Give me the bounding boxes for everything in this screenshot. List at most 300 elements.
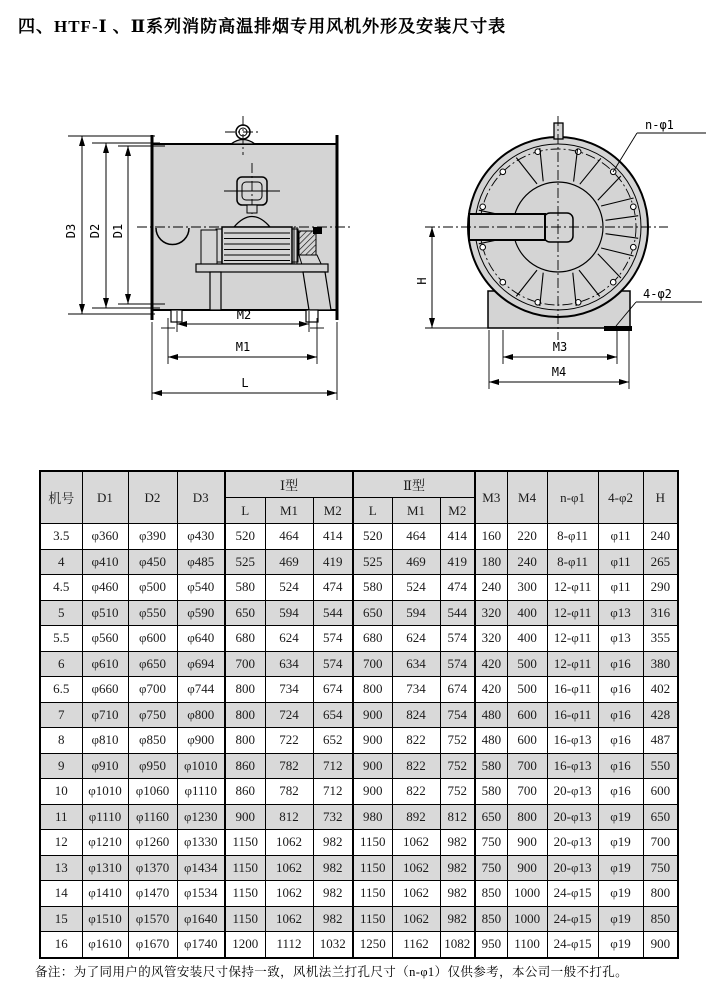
table-cell: φ1534 <box>177 881 225 907</box>
table-cell: 752 <box>440 753 475 779</box>
col-header-m3: M3 <box>475 471 507 524</box>
table-row <box>40 626 678 652</box>
table-cell: 420 <box>475 651 507 677</box>
table-cell: 850 <box>643 906 678 932</box>
table-cell: φ11 <box>598 549 643 575</box>
table-row <box>40 651 678 677</box>
table-cell: 580 <box>475 753 507 779</box>
table-cell: 402 <box>643 677 678 703</box>
table-cell: 700 <box>643 830 678 856</box>
table-cell: φ16 <box>598 677 643 703</box>
table-cell: 24-φ15 <box>547 932 598 958</box>
table-cell: φ560 <box>82 626 128 652</box>
table-cell: 812 <box>440 804 475 830</box>
table-cell: 860 <box>225 753 265 779</box>
table-cell: φ950 <box>128 753 177 779</box>
table-cell: 712 <box>313 753 353 779</box>
table-cell: 580 <box>475 779 507 805</box>
table-cell: φ1570 <box>128 906 177 932</box>
table-cell: 574 <box>313 626 353 652</box>
table-cell: 420 <box>475 677 507 703</box>
table-cell: φ1330 <box>177 830 225 856</box>
svg-text:D3: D3 <box>64 223 78 239</box>
table-cell: 752 <box>440 728 475 754</box>
table-cell: 624 <box>392 626 440 652</box>
table-cell: φ1610 <box>82 932 128 958</box>
table-cell: 982 <box>440 855 475 881</box>
table-cell: 782 <box>265 753 313 779</box>
table-cell: 4.5 <box>40 575 82 601</box>
table-cell: 982 <box>313 855 353 881</box>
table-cell: 380 <box>643 651 678 677</box>
table-row <box>40 677 678 703</box>
table-cell: 782 <box>265 779 313 805</box>
table-cell: 316 <box>643 600 678 626</box>
table-cell: 674 <box>440 677 475 703</box>
table-cell: 10 <box>40 779 82 805</box>
table-cell: 822 <box>392 728 440 754</box>
table-cell: 600 <box>643 779 678 805</box>
table-cell: 12-φ11 <box>547 626 598 652</box>
table-cell: 732 <box>313 804 353 830</box>
table-cell: 1032 <box>313 932 353 958</box>
table-cell: 12-φ11 <box>547 651 598 677</box>
table-cell: 900 <box>353 779 392 805</box>
table-cell: φ910 <box>82 753 128 779</box>
table-cell: φ800 <box>177 702 225 728</box>
table-cell: φ19 <box>598 855 643 881</box>
col-header-type2-l: L <box>353 498 392 524</box>
table-cell: 525 <box>353 549 392 575</box>
table-cell: 320 <box>475 600 507 626</box>
table-cell: 544 <box>440 600 475 626</box>
left-foot <box>171 310 182 322</box>
table-cell: φ1370 <box>128 855 177 881</box>
dim-h <box>415 227 432 328</box>
table-cell: 624 <box>265 626 313 652</box>
table-cell: 600 <box>507 728 547 754</box>
table-cell: 240 <box>507 549 547 575</box>
table-cell: 414 <box>313 524 353 550</box>
svg-text:M1: M1 <box>235 340 251 354</box>
table-cell: 900 <box>225 804 265 830</box>
table-cell: 500 <box>507 651 547 677</box>
table-cell: 950 <box>475 932 507 958</box>
table-cell: 1062 <box>392 855 440 881</box>
table-cell: 634 <box>392 651 440 677</box>
table-cell: 464 <box>265 524 313 550</box>
table-cell: 24-φ15 <box>547 906 598 932</box>
table-cell: φ16 <box>598 753 643 779</box>
table-cell: 750 <box>475 855 507 881</box>
callout-n-phi1 <box>613 118 706 172</box>
svg-text:M3: M3 <box>552 340 568 354</box>
table-cell: φ13 <box>598 626 643 652</box>
table-cell: 474 <box>440 575 475 601</box>
table-cell: 240 <box>643 524 678 550</box>
col-header-type2-m2: M2 <box>440 498 475 524</box>
motor <box>216 227 298 264</box>
table-cell: 400 <box>507 626 547 652</box>
table-cell: 734 <box>265 677 313 703</box>
table-cell: 580 <box>353 575 392 601</box>
table-cell: φ1010 <box>177 753 225 779</box>
table-cell: 15 <box>40 906 82 932</box>
table-cell: 16 <box>40 932 82 958</box>
table-cell: 580 <box>225 575 265 601</box>
table-cell: 724 <box>265 702 313 728</box>
table-cell: 1150 <box>225 881 265 907</box>
table-cell: φ610 <box>82 651 128 677</box>
table-cell: 982 <box>313 881 353 907</box>
table-cell: φ1110 <box>177 779 225 805</box>
table-row <box>40 549 678 575</box>
table-cell: 1250 <box>353 932 392 958</box>
table-cell: 800 <box>353 677 392 703</box>
table-cell: φ19 <box>598 804 643 830</box>
table-cell: 700 <box>507 779 547 805</box>
table-cell: 900 <box>353 728 392 754</box>
table-row <box>40 830 678 856</box>
svg-text:L: L <box>241 376 249 390</box>
table-cell: φ1510 <box>82 906 128 932</box>
table-cell: 982 <box>313 830 353 856</box>
col-header-d2: D2 <box>128 471 177 524</box>
table-cell: 650 <box>353 600 392 626</box>
table-cell: 6.5 <box>40 677 82 703</box>
table-row <box>40 753 678 779</box>
table-cell: φ1260 <box>128 830 177 856</box>
table-cell: 900 <box>507 855 547 881</box>
table-cell: 265 <box>643 549 678 575</box>
table-cell: 20-φ13 <box>547 830 598 856</box>
col-header-d1: D1 <box>82 471 128 524</box>
table-cell: φ1110 <box>82 804 128 830</box>
table-row <box>40 932 678 958</box>
table-cell: 650 <box>475 804 507 830</box>
table-cell: φ600 <box>128 626 177 652</box>
table-cell: 982 <box>440 881 475 907</box>
table-cell: φ13 <box>598 600 643 626</box>
table-cell: 1200 <box>225 932 265 958</box>
table-cell: φ360 <box>82 524 128 550</box>
table-cell: 3.5 <box>40 524 82 550</box>
table-cell: 634 <box>265 651 313 677</box>
dim-l <box>152 322 337 400</box>
table-cell: φ19 <box>598 932 643 958</box>
table-cell: 900 <box>643 932 678 958</box>
table-row <box>40 804 678 830</box>
table-cell: φ1410 <box>82 881 128 907</box>
table-cell: φ1740 <box>177 932 225 958</box>
table-cell: 520 <box>225 524 265 550</box>
table-cell: 525 <box>225 549 265 575</box>
table-cell: φ550 <box>128 600 177 626</box>
table-cell: 1150 <box>225 906 265 932</box>
table-cell: 594 <box>392 600 440 626</box>
table-cell: 550 <box>643 753 678 779</box>
table-cell: φ1230 <box>177 804 225 830</box>
table-cell: 220 <box>507 524 547 550</box>
svg-text:n-φ1: n-φ1 <box>645 118 674 132</box>
table-cell: 982 <box>440 906 475 932</box>
table-cell: φ16 <box>598 779 643 805</box>
table-cell: 754 <box>440 702 475 728</box>
table-cell: φ1310 <box>82 855 128 881</box>
table-cell: 480 <box>475 702 507 728</box>
svg-text:M2: M2 <box>236 308 252 322</box>
table-cell: 722 <box>265 728 313 754</box>
svg-text:4-φ2: 4-φ2 <box>643 287 672 301</box>
table-cell: 1062 <box>392 830 440 856</box>
left-bracket <box>201 230 217 268</box>
table-cell: 1000 <box>507 906 547 932</box>
dim-m3 <box>503 330 617 364</box>
table-cell: 20-φ13 <box>547 779 598 805</box>
table-cell: 1062 <box>265 881 313 907</box>
table-cell: φ850 <box>128 728 177 754</box>
dim-d3 <box>64 136 155 314</box>
table-cell: 900 <box>353 753 392 779</box>
col-header-type1-l: L <box>225 498 265 524</box>
col-header-type2-m1: M1 <box>392 498 440 524</box>
table-cell: 734 <box>392 677 440 703</box>
table-cell: 414 <box>440 524 475 550</box>
table-cell: φ16 <box>598 651 643 677</box>
table-cell: φ19 <box>598 881 643 907</box>
table-cell: 500 <box>507 677 547 703</box>
table-cell: 750 <box>643 855 678 881</box>
col-header-machine-no: 机号 <box>40 471 82 524</box>
table-cell: 1062 <box>265 906 313 932</box>
table-cell: 8-φ11 <box>547 524 598 550</box>
table-cell: 20-φ13 <box>547 804 598 830</box>
table-cell: 750 <box>475 830 507 856</box>
table-cell: φ640 <box>177 626 225 652</box>
table-cell: φ1434 <box>177 855 225 881</box>
table-cell: 800 <box>225 728 265 754</box>
table-cell: φ1470 <box>128 881 177 907</box>
table-cell: 487 <box>643 728 678 754</box>
table-cell: φ1010 <box>82 779 128 805</box>
table-cell: 680 <box>225 626 265 652</box>
table-cell: 544 <box>313 600 353 626</box>
table-cell: 752 <box>440 779 475 805</box>
table-cell: φ485 <box>177 549 225 575</box>
table-cell: 982 <box>313 906 353 932</box>
table-cell: 524 <box>265 575 313 601</box>
dim-m4 <box>489 330 629 389</box>
table-cell: φ744 <box>177 677 225 703</box>
table-cell: 574 <box>313 651 353 677</box>
table-cell: 16-φ11 <box>547 677 598 703</box>
table-cell: 13 <box>40 855 82 881</box>
table-cell: 822 <box>392 779 440 805</box>
table-cell: φ590 <box>177 600 225 626</box>
table-cell: 6 <box>40 651 82 677</box>
table-cell: 320 <box>475 626 507 652</box>
dimension-table <box>39 470 679 959</box>
table-row <box>40 728 678 754</box>
table-cell: 180 <box>475 549 507 575</box>
table-cell: 594 <box>265 600 313 626</box>
table-cell: 1062 <box>392 906 440 932</box>
table-cell: 650 <box>225 600 265 626</box>
col-header-n-phi1: n-φ1 <box>547 471 598 524</box>
table-cell: 300 <box>507 575 547 601</box>
table-cell: 1150 <box>353 881 392 907</box>
table-cell: 8 <box>40 728 82 754</box>
table-cell: 980 <box>353 804 392 830</box>
table-cell: 469 <box>265 549 313 575</box>
table-cell: 712 <box>313 779 353 805</box>
table-cell: 20-φ13 <box>547 855 598 881</box>
table-cell: φ750 <box>128 702 177 728</box>
top-tab <box>554 123 563 139</box>
table-cell: 9 <box>40 753 82 779</box>
fan-dimension-drawings <box>0 0 718 450</box>
table-cell: 520 <box>353 524 392 550</box>
table-cell: φ410 <box>82 549 128 575</box>
table-cell: φ460 <box>82 575 128 601</box>
table-cell: 1000 <box>507 881 547 907</box>
table-cell: 5.5 <box>40 626 82 652</box>
table-cell: φ11 <box>598 575 643 601</box>
table-cell: 8-φ11 <box>547 549 598 575</box>
col-header-4-phi2: 4-φ2 <box>598 471 643 524</box>
table-row <box>40 855 678 881</box>
table-cell: φ500 <box>128 575 177 601</box>
table-cell: φ660 <box>82 677 128 703</box>
table-cell: 469 <box>392 549 440 575</box>
table-cell: 1112 <box>265 932 313 958</box>
table-cell: 700 <box>225 651 265 677</box>
table-cell: 574 <box>440 626 475 652</box>
table-cell: φ1210 <box>82 830 128 856</box>
col-header-h: H <box>643 471 678 524</box>
table-cell: φ650 <box>128 651 177 677</box>
svg-text:D1: D1 <box>111 223 125 239</box>
right-foot <box>306 310 318 322</box>
table-cell: 464 <box>392 524 440 550</box>
table-cell: 1150 <box>353 906 392 932</box>
table-cell: 524 <box>392 575 440 601</box>
svg-text:M4: M4 <box>551 365 567 379</box>
table-cell: φ450 <box>128 549 177 575</box>
table-cell: 1062 <box>265 830 313 856</box>
table-cell: 160 <box>475 524 507 550</box>
table-cell: 850 <box>475 881 507 907</box>
table-cell: 800 <box>507 804 547 830</box>
table-cell: 652 <box>313 728 353 754</box>
col-header-type1-m1: M1 <box>265 498 313 524</box>
table-cell: 12-φ11 <box>547 575 598 601</box>
table-header <box>40 471 678 524</box>
table-cell: φ900 <box>177 728 225 754</box>
table-cell: 1082 <box>440 932 475 958</box>
table-cell: 240 <box>475 575 507 601</box>
table-cell: 474 <box>313 575 353 601</box>
table-cell: 4 <box>40 549 82 575</box>
table-cell: φ1670 <box>128 932 177 958</box>
table-cell: 574 <box>440 651 475 677</box>
table-cell: 600 <box>507 702 547 728</box>
table-cell: φ19 <box>598 906 643 932</box>
table-cell: φ694 <box>177 651 225 677</box>
table-cell: φ810 <box>82 728 128 754</box>
svg-text:D2: D2 <box>88 223 102 239</box>
table-cell: 824 <box>392 702 440 728</box>
footnote: 备注：为了同用户的风管安装尺寸保持一致，风机法兰打孔尺寸（n-φ1）仅供参考，本公司一般不打孔。 <box>35 965 629 979</box>
table-cell: 1150 <box>225 830 265 856</box>
table-cell: 892 <box>392 804 440 830</box>
svg-text:H: H <box>415 277 429 285</box>
table-cell: φ19 <box>598 830 643 856</box>
dim-m2 <box>177 308 309 332</box>
table-cell: 900 <box>507 830 547 856</box>
table-cell: 812 <box>265 804 313 830</box>
table-cell: 822 <box>392 753 440 779</box>
side-view-drawing <box>64 116 353 400</box>
table-cell: 24-φ15 <box>547 881 598 907</box>
table-cell: 12-φ11 <box>547 600 598 626</box>
table-cell: 1062 <box>392 881 440 907</box>
table-cell: φ430 <box>177 524 225 550</box>
table-cell: φ390 <box>128 524 177 550</box>
col-header-type1-m2: M2 <box>313 498 353 524</box>
table-cell: 400 <box>507 600 547 626</box>
table-row <box>40 600 678 626</box>
table-cell: 12 <box>40 830 82 856</box>
table-cell: 982 <box>440 830 475 856</box>
table-cell: 11 <box>40 804 82 830</box>
table-cell: 290 <box>643 575 678 601</box>
table-cell: φ710 <box>82 702 128 728</box>
table-row <box>40 881 678 907</box>
table-body <box>40 524 678 958</box>
col-group-type2: Ⅱ型 <box>353 471 475 498</box>
table-cell: 800 <box>225 677 265 703</box>
table-cell: φ510 <box>82 600 128 626</box>
table-cell: 1150 <box>225 855 265 881</box>
table-cell: 480 <box>475 728 507 754</box>
table-cell: φ700 <box>128 677 177 703</box>
table-cell: 419 <box>440 549 475 575</box>
table-cell: 419 <box>313 549 353 575</box>
table-cell: φ16 <box>598 728 643 754</box>
table-cell: 1062 <box>265 855 313 881</box>
table-cell: 428 <box>643 702 678 728</box>
hub-center <box>544 213 573 242</box>
table-cell: 800 <box>643 881 678 907</box>
table-cell: 16-φ13 <box>547 728 598 754</box>
table-cell: φ1640 <box>177 906 225 932</box>
table-cell: 700 <box>507 753 547 779</box>
table-cell: 850 <box>475 906 507 932</box>
col-header-m4: M4 <box>507 471 547 524</box>
table-cell: 674 <box>313 677 353 703</box>
table-cell: 900 <box>353 702 392 728</box>
table-cell: φ1160 <box>128 804 177 830</box>
table-cell: 14 <box>40 881 82 907</box>
front-view-drawing <box>415 116 706 389</box>
table-cell: 7 <box>40 702 82 728</box>
table-row <box>40 906 678 932</box>
table-cell: φ11 <box>598 524 643 550</box>
table-cell: 355 <box>643 626 678 652</box>
col-group-type1: Ⅰ型 <box>225 471 353 498</box>
page-title: 四、HTF-Ⅰ 、Ⅱ系列消防高温排烟专用风机外形及安装尺寸表 <box>18 17 507 36</box>
